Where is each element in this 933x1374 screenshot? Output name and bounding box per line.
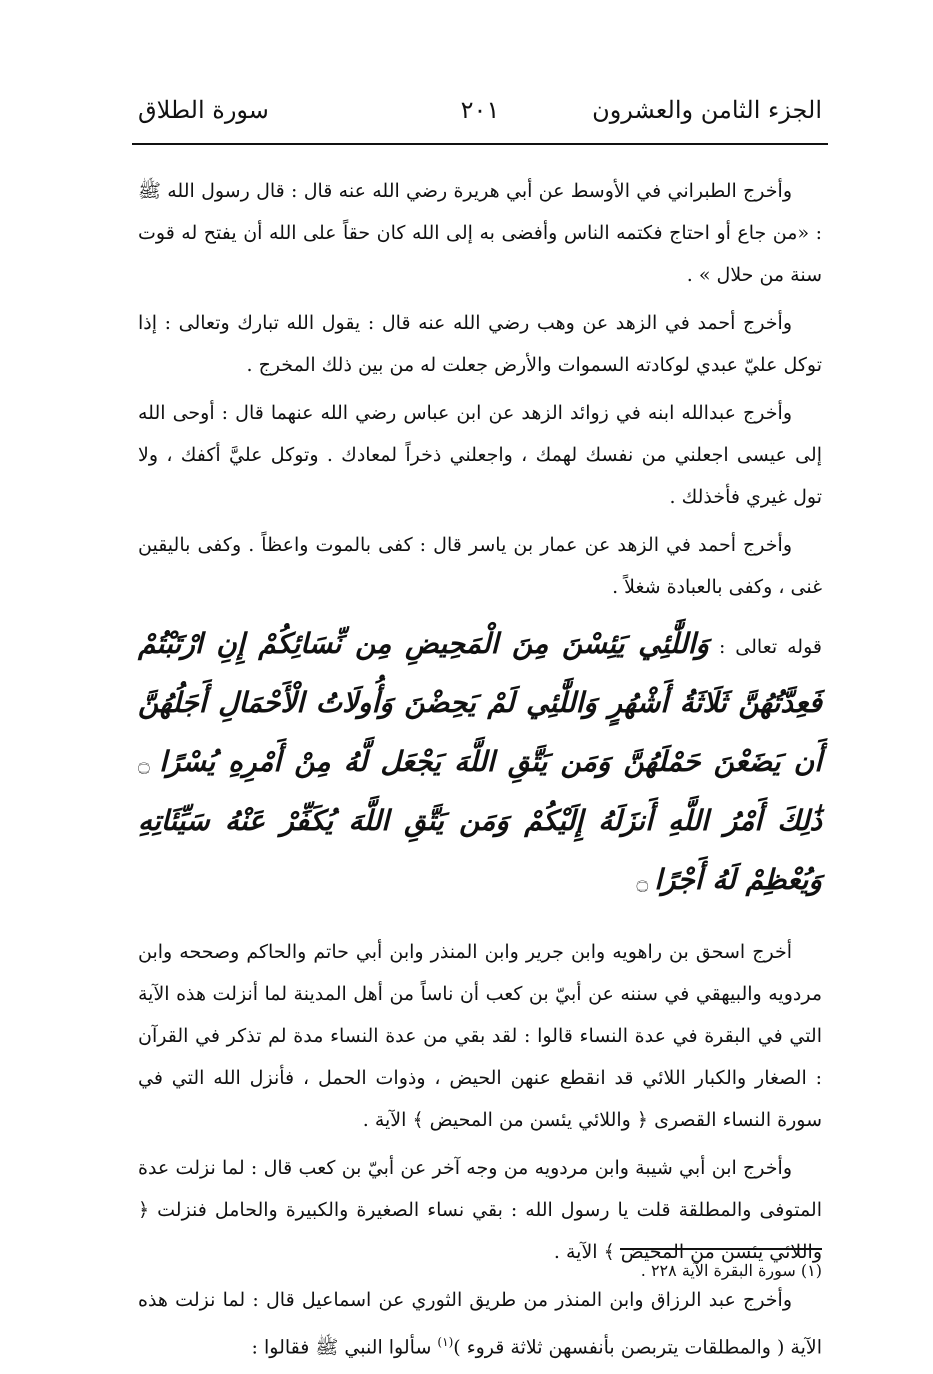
surah-title: سورة الطلاق xyxy=(138,96,269,124)
paragraph: وأخرج عبدالله ابنه في زوائد الزهد عن ابن عباس رضي الله عنهما قال : أوحى الله إلى عيسى اجعلني من نفسك لهمك ، واجعلني ذخراً لمعادك . وتوكل عليَّ أكفك ، ولا تول غيري فأخذلك . xyxy=(138,402,822,508)
header-rule xyxy=(132,143,828,145)
paragraph: وأخرج أحمد في الزهد عن عمار بن ياسر قال : كفى بالموت واعظاً . وكفى باليقين غنى ، وكفى بالعبادة شغلاً . xyxy=(138,534,822,598)
paragraph: وأخرج ابن أبي شيبة وابن مردويه من وجه آخر عن أبيّ بن كعب قال : لما نزلت عدة المتوفى والمطلقة قلت يا رسول الله : بقي نساء الصغيرة والكبيرة والحامل فنزلت ﴿ واللائي يئسن من المحيض ﴾ الآية . xyxy=(138,1157,822,1263)
paragraph: أخرج اسحق بن راهويه وابن جرير وابن المنذر وابن أبي حاتم والحاكم وصححه وابن مردويه والبيهقي في سننه عن أبيّ بن كعب أن ناساً من أهل المدينة لما أنزلت هذه الآية التي في البقرة في عدة النساء قالوا : لقد بقي من عدة النساء مدة لم تذكر في القرآن : الصغار والكبار اللائي قد انقطع عنهن الحيض ، وذوات الحمل ، فأنزل الله التي في سورة النساء القصرى ﴿ واللائي يئسن من المحيض ﴾ الآية . xyxy=(138,941,822,1131)
quran-verse-block xyxy=(138,616,822,911)
ayah-marker-icon: ۝ xyxy=(636,870,649,894)
verse-intro: قوله تعالى : xyxy=(718,636,822,658)
quran-verse: وَاللَّٰئِي يَئِسْنَ مِنَ الْمَحِيضِ مِن نِّسَائِكُمْ إِنِ ارْتَبْتُمْ فَعِدَّتُهُنَّ ثَلَاثَةُ أَشْهُرٍ وَاللَّٰئِي لَمْ يَحِضْنَ وَأُولَاتُ الْأَحْمَالِ أَجَلُهُنَّ أَن يَضَعْنَ حَمْلَهُنَّ وَمَن يَتَّقِ اللَّهَ يَجْعَل لَّهُ مِنْ أَمْرِهِ يُسْرًا xyxy=(138,627,822,778)
footnote-rule xyxy=(620,1248,822,1250)
paragraph-text: وأخرج عبد الرزاق وابن المنذر من طريق الثوري عن اسماعيل قال : لما نزلت هذه الآية ( والمطلقات يتربصن بأنفسهن ثلاثة قروء ) xyxy=(138,1289,822,1359)
page-body xyxy=(138,170,822,1374)
footnote: (١) سورة البقرة الآية ٢٢٨ . xyxy=(640,1261,822,1280)
paragraph-text: سألوا النبي ﷺ فقالوا : xyxy=(251,1336,432,1359)
footnote-reference: (١) xyxy=(437,1335,454,1349)
part-title: الجزء الثامن والعشرون xyxy=(592,96,822,124)
quran-verse: ذَٰلِكَ أَمْرُ اللَّهِ أَنزَلَهُ إِلَيْكُمْ وَمَن يَتَّقِ اللَّهَ يُكَفِّرْ عَنْهُ سَيِّئَاتِهِ وَيُعْظِمْ لَهُ أَجْرًا xyxy=(138,804,822,896)
page-header xyxy=(138,96,822,136)
paragraph: وأخرج الطبراني في الأوسط عن أبي هريرة رضي الله عنه قال : قال رسول الله ﷺ : «من جاع أو احتاج فكتمه الناس وأفضى به إلى الله كان حقاً على الله أن يفتح له قوت سنة من حلال » . xyxy=(138,180,822,286)
ayah-marker-icon: ۝ xyxy=(138,752,150,776)
paragraph: وأخرج أحمد في الزهد عن وهب رضي الله عنه قال : يقول الله تبارك وتعالى : إذا توكل عليّ عبدي لوكادته السموات والأرض جعلت له من بين ذلك المخرج . xyxy=(138,312,822,376)
paragraph xyxy=(138,1279,822,1368)
page-number: ٢٠١ xyxy=(460,96,500,124)
